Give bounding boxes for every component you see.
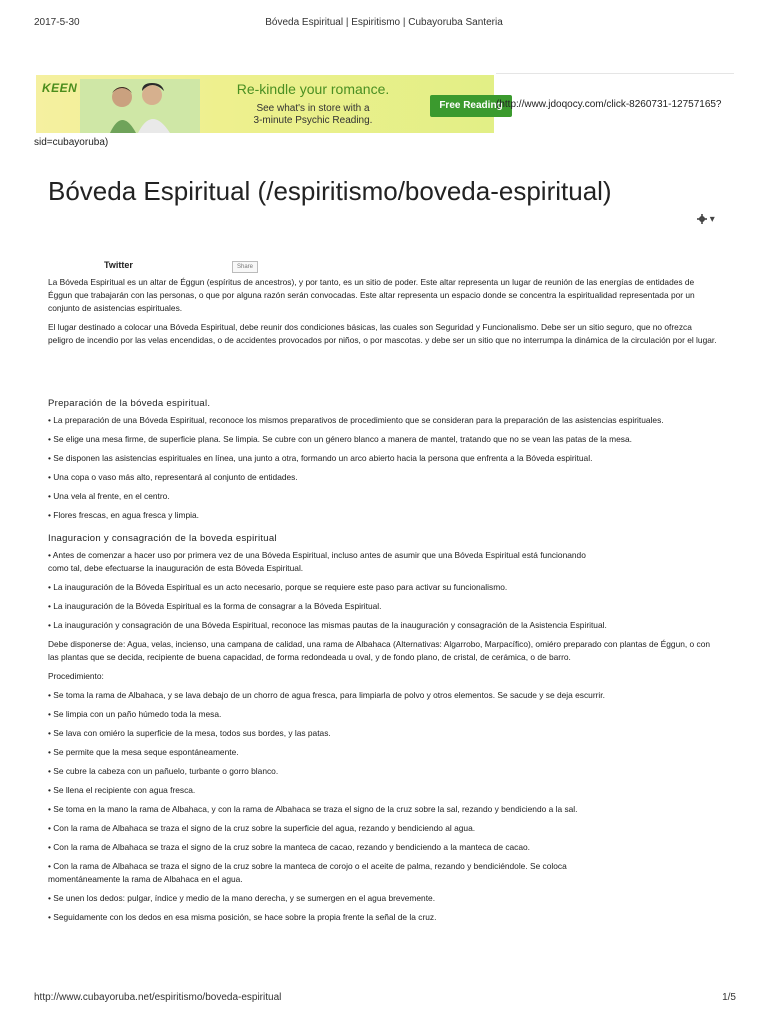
intro-paragraph-1: La Bóveda Espiritual es un altar de Éggun (espíritus de ancestros), y por tanto, es un sitio de poder. Este altar representa un lugar de reunión de las energías de entidades de Éggun que trabajarán con las personas, o que por alguna razón serán convocadas. Este altar representa un espacio donde se concentra la espiritualidad representada por un conjunto de asistencias espirituales. (48, 277, 695, 313)
list-item: • Se elige una mesa firme, de superficie plana. Se limpia. Se cubre con un género blanco a manera de mantel, tratando que no se vean las patas de la mesa. (48, 434, 632, 444)
list-item: • Se permite que la mesa seque espontáneamente. (48, 747, 239, 757)
free-reading-button[interactable]: Free Reading (430, 95, 512, 117)
list-item: • Con la rama de Albahaca se traza el signo de la cruz sobre la manteca de cacao, rezando y bendiciendo a la manteca de cacao. (48, 842, 530, 852)
list-item: • Con la rama de Albahaca se traza el signo de la cruz sobre la superficie del agua, rezando y bendiciendo al agua. (48, 823, 476, 833)
list-item: • Se cubre la cabeza con un pañuelo, turbante o gorro blanco. (48, 766, 279, 776)
ad-subtext-line2: 3-minute Psychic Reading. (253, 115, 373, 126)
spacer (48, 353, 718, 397)
list-item: • Se disponen las asistencias espirituales en línea, una junto a otra, formando un arco abierto hacia la persona que enfrenta a la Bóveda espiritual. (48, 453, 593, 463)
list-item: • Flores frescas, en agua fresca y limpia. (48, 510, 199, 520)
list-item: • Se lava con omiéro la superficie de la mesa, todos sus bordes, y las patas. (48, 728, 331, 738)
ad-link-url[interactable]: (http://www.jdoqocy.com/click-8260731-12757165? (496, 99, 722, 110)
page-number: 1/5 (722, 992, 736, 1003)
ad-link-url-continued[interactable]: sid=cubayoruba) (34, 137, 109, 148)
materials-paragraph: Debe disponerse de: Agua, velas, incienso, una campana de calidad, una rama de Albahaca (Alternativas: Algarrobo, Marpacífico), omiéro preparado con plantas de Éggun, o con las plantas que se decida, recipiente de buena capacidad, de forma redondeada u oval, y de fondo plano, de cristal, de cerámica, o de barro. (48, 639, 711, 662)
share-button[interactable]: Share (232, 261, 258, 273)
print-url: http://www.cubayoruba.net/espiritismo/boveda-espiritual (34, 992, 282, 1003)
ad-headline: Re-kindle your romance. (236, 81, 390, 97)
page-title: Bóveda Espiritual (/espiritismo/boveda-espiritual) (48, 176, 612, 206)
ad-brand-logo: KEEN (42, 81, 78, 95)
list-item: • Con la rama de Albahaca se traza el signo de la cruz sobre la manteca de corojo o el aceite de palma, rezando y bendiciéndole. Se coloca momentáneamente la rama de Albahaca en el agua. (48, 861, 567, 884)
ad-banner[interactable] (36, 75, 503, 133)
list-item: • Seguidamente con los dedos en esa misma posición, se hace sobre la propia frente la señal de la cruz. (48, 912, 437, 922)
ad-subtext-line1: See what's in store with a (256, 103, 370, 114)
list-item: • La preparación de una Bóveda Espiritual, reconoce los mismos preparativos de procedimiento que se consideran para la preparación de las asistencias espirituales. (48, 415, 664, 425)
article-body (48, 276, 718, 930)
couple-photo-icon (80, 79, 200, 133)
procedure-label: Procedimiento: (48, 671, 104, 681)
gear-icon (697, 214, 707, 224)
ad-subtext (208, 103, 418, 127)
list-item: • La inauguración de la Bóveda Espiritual es la forma de consagrar a la Bóveda Espiritual. (48, 601, 382, 611)
list-item: • Se toma la rama de Albahaca, y se lava debajo de un chorro de agua fresca, para limpiarla de polvo y otros elementos. Se sacude y se deja escurrir. (48, 690, 605, 700)
list-item: • La inauguración y consagración de una Bóveda Espiritual, reconoce las mismas pautas de la inauguración y consagración de la Asistencia Espiritual. (48, 620, 607, 630)
section-heading-preparacion: Preparación de la bóveda espiritual. (48, 398, 211, 409)
list-item: • Una copa o vaso más alto, representará al conjunto de entidades. (48, 472, 298, 482)
settings-menu[interactable] (697, 214, 719, 226)
intro-paragraph-2: El lugar destinado a colocar una Bóveda Espiritual, debe reunir dos condiciones básicas, las cuales son Seguridad y Funcionalismo. Debe ser un sitio seguro, que no ofrezca peligro de incendio por las velas encendidas, o de accidentes provocados por niños, o por mascotas. y debe ser un sitio que no interrumpa la dinámica de la circulación por el lugar. (48, 322, 717, 345)
list-item: • Se toma en la mano la rama de Albahaca, y con la rama de Albahaca se traza el signo de la cruz sobre la sal, rezando y bendiciendo a la sal. (48, 804, 578, 814)
chevron-down-icon: ▾ (709, 214, 715, 225)
twitter-link[interactable]: Twitter (104, 260, 133, 270)
list-item: • Se unen los dedos: pulgar, índice y medio de la mano derecha, y se sumergen en el agua brevemente. (48, 893, 436, 903)
list-item: • Antes de comenzar a hacer uso por primera vez de una Bóveda Espiritual, incluso antes de asumir que una Bóveda Espiritual está funcionando como tal, debe efectuarse la inauguración de esta Bóveda Espiritual. (48, 550, 586, 573)
print-page-title: Bóveda Espiritual | Espiritismo | Cubayoruba Santeria (265, 17, 503, 28)
list-item: • Se llena el recipiente con agua fresca. (48, 785, 196, 795)
divider (496, 73, 734, 74)
list-item: • Se limpia con un paño húmedo toda la mesa. (48, 709, 222, 719)
list-item: • La inauguración de la Bóveda Espiritual es un acto necesario, porque se requiere este paso para activar su funcionalismo. (48, 582, 508, 592)
print-date: 2017-5-30 (34, 17, 80, 28)
list-item: • Una vela al frente, en el centro. (48, 491, 170, 501)
section-heading-inauguracion: Inaguracion y consagración de la boveda espiritual (48, 533, 277, 544)
